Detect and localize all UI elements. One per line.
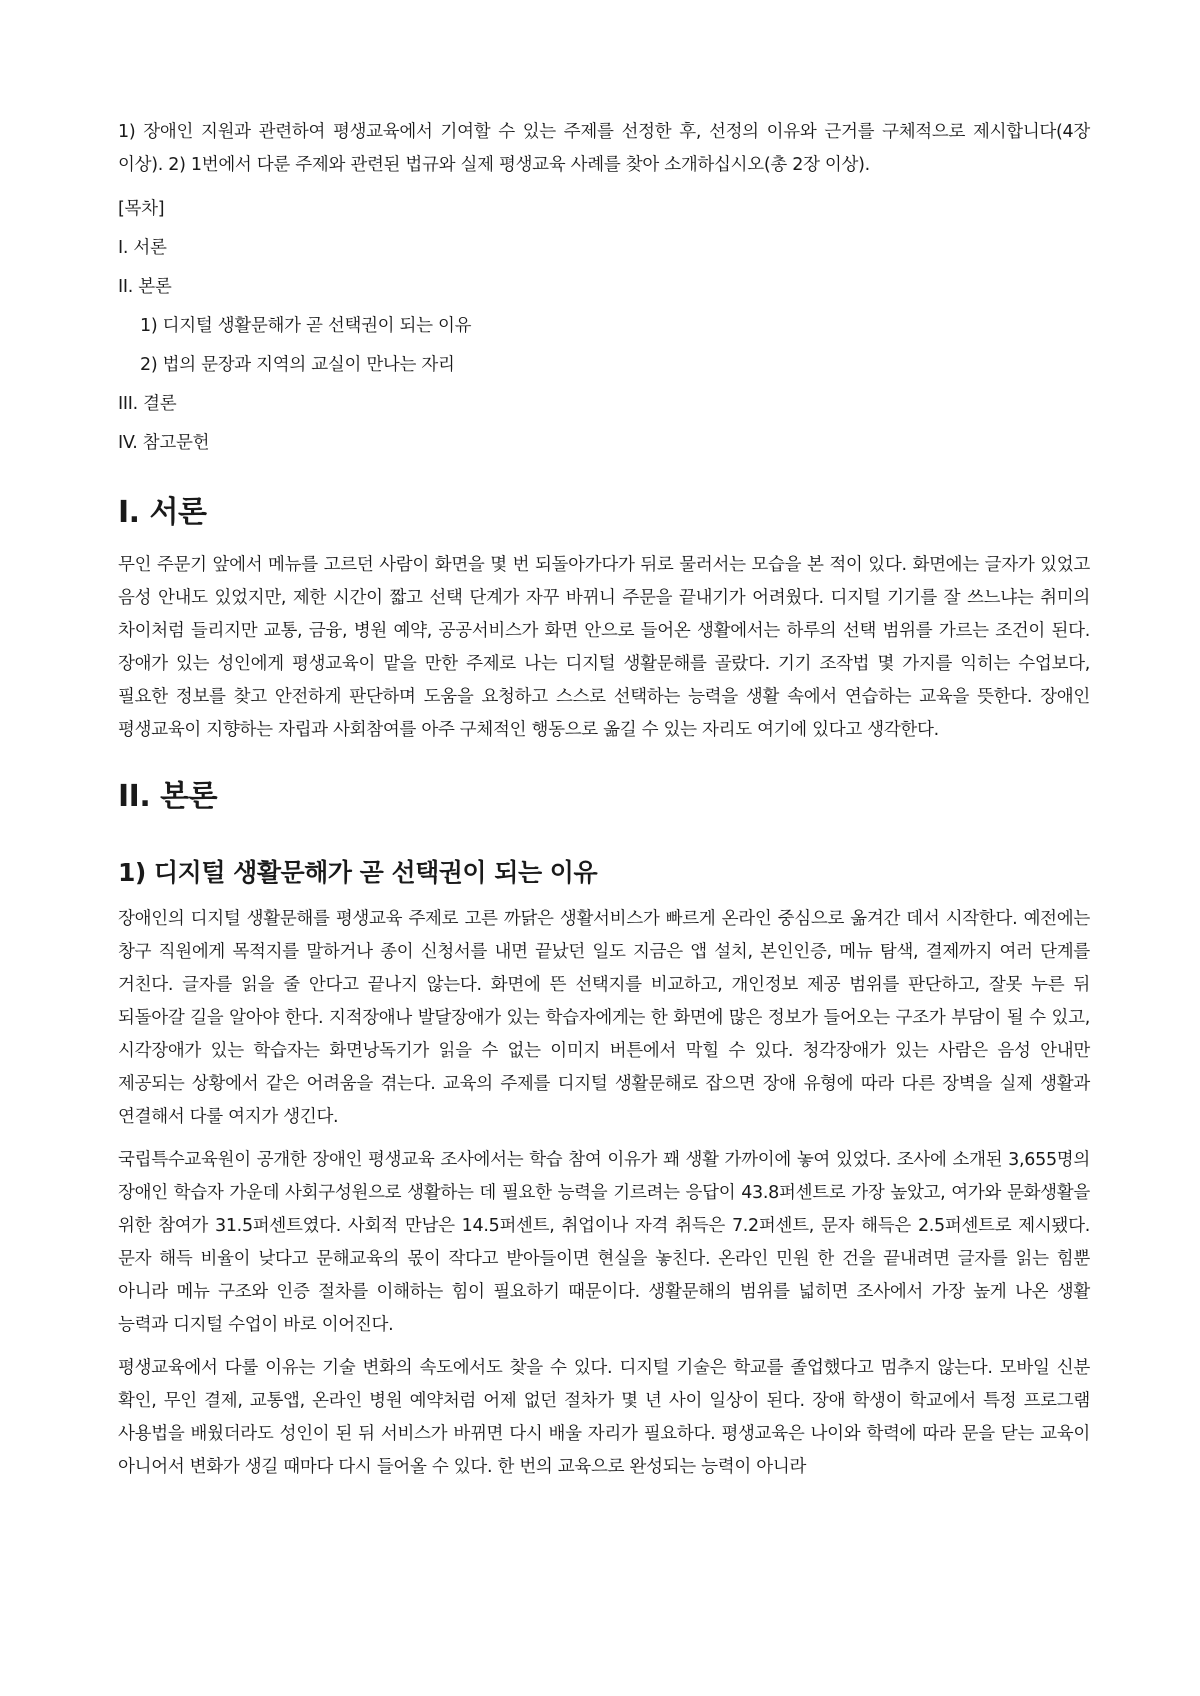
intro-paragraph: 무인 주문기 앞에서 메뉴를 고르던 사람이 화면을 몇 번 되돌아가다가 뒤로 물러서는 모습을 본 적이 있다. 화면에는 글자가 있었고 음성 안내도 있었지만, 제한 시간이 짧고 선택 단계가 자꾸 바뀌니 주문을 끝내기가 어려웠다. 디지털 기기를 잘 쓰느냐는 취미의 차이처럼 들리지만 교통, 금융, 병원 예약, 공공서비스가 화면 안으로 들어온 생활에서는 하루의 선택 범위를 가르는 조건이 된다. 장애가 있는 성인에게 평생교육이 맡을 만한 주제로 나는 디지털 생활문해를 골랐다. 기기 조작법 몇 가지를 익히는 수업보다, 필요한 정보를 찾고 안전하게 판단하며 도움을 요청하고 스스로 선택하는 능력을 생활 속에서 연습하는 교육을 뜻한다. 장애인 평생교육이 지향하는 자립과 사회참여를 아주 구체적인 행동으로 옮길 수 있는 자리도 여기에 있다고 생각한다. <box>118 555 1090 740</box>
intro-heading: I. 서론 <box>118 495 207 530</box>
toc-item-conclusion: III. 결론 <box>118 394 177 414</box>
section-1-paragraph-3: 평생교육에서 다룰 이유는 기술 변화의 속도에서도 찾을 수 있다. 디지털 기술은 학교를 졸업했다고 멈추지 않는다. 모바일 신분 확인, 무인 결제, 교통앱, 온라인 병원 예약처럼 어제 없던 절차가 몇 년 사이 일상이 된다. 장애 학생이 학교에서 특정 프로그램 사용법을 배웠더라도 성인이 된 뒤 서비스가 바뀌면 다시 배울 자리가 필요하다. 평생교육은 나이와 학력에 따라 문을 닫는 교육이 아니어서 변화가 생길 때마다 다시 들어올 수 있다. 한 번의 교육으로 완성되는 능력이 아니라 <box>118 1358 1090 1477</box>
toc-item-main-body: II. 본론 <box>118 277 172 297</box>
section-1-paragraph-2: 국립특수교육원이 공개한 장애인 평생교육 조사에서는 학습 참여 이유가 꽤 생활 가까이에 놓여 있었다. 조사에 소개된 3,655명의 장애인 학습자 가운데 사회구성원으로 생활하는 데 필요한 능력을 기르려는 응답이 43.8퍼센트로 가장 높았고, 여가와 문화생활을 위한 참여가 31.5퍼센트였다. 사회적 만남은 14.5퍼센트, 취업이나 자격 취득은 7.2퍼센트, 문자 해득은 2.5퍼센트로 제시됐다. 문자 해득 비율이 낮다고 문해교육의 몫이 작다고 받아들이면 현실을 놓친다. 온라인 민원 한 건을 끝내려면 글자를 읽는 힘뿐 아니라 메뉴 구조와 인증 절차를 이해하는 힘이 필요하기 때문이다. 생활문해의 범위를 넓히면 조사에서 가장 높게 나온 생활 능력과 디지털 수업이 바로 이어진다. <box>118 1150 1090 1335</box>
section-1-heading: 1) 디지털 생활문해가 곧 선택권이 되는 이유 <box>118 858 598 887</box>
assignment-prompt: 1) 장애인 지원과 관련하여 평생교육에서 기여할 수 있는 주제를 선정한 후, 선정의 이유와 근거를 구체적으로 제시합니다(4장 이상). 2) 1번에서 다룬 주제와 관련된 법규와 실제 평생교육 사례를 찾아 소개하십시오(총 2장 이상). <box>118 122 1090 175</box>
table-of-contents <box>118 190 1090 463</box>
toc-item-references: IV. 참고문헌 <box>118 433 210 453</box>
section-1-paragraph-1: 장애인의 디지털 생활문해를 평생교육 주제로 고른 까닭은 생활서비스가 빠르게 온라인 중심으로 옮겨간 데서 시작한다. 예전에는 창구 직원에게 목적지를 말하거나 종이 신청서를 내면 끝났던 일도 지금은 앱 설치, 본인인증, 메뉴 탐색, 결제까지 여러 단계를 거친다. 글자를 읽을 줄 안다고 끝나지 않는다. 화면에 뜬 선택지를 비교하고, 개인정보 제공 범위를 판단하고, 잘못 누른 뒤 되돌아갈 길을 알아야 한다. 지적장애나 발달장애가 있는 학습자에게는 한 화면에 많은 정보가 들어오는 구조가 부담이 될 수 있고, 시각장애가 있는 학습자는 화면낭독기가 읽을 수 없는 이미지 버튼에서 막힐 수 있다. 청각장애가 있는 사람은 음성 안내만 제공되는 상황에서 같은 어려움을 겪는다. 교육의 주제를 디지털 생활문해로 잡으면 장애 유형에 따라 다른 장벽을 실제 생활과 연결해서 다룰 여지가 생긴다. <box>118 909 1090 1127</box>
toc-heading: [목차] <box>118 199 165 219</box>
toc-item-section-1: 1) 디지털 생활문해가 곧 선택권이 되는 이유 <box>140 316 472 336</box>
toc-item-introduction: I. 서론 <box>118 238 167 258</box>
main-body-heading: II. 본론 <box>118 779 218 814</box>
toc-item-section-2: 2) 법의 문장과 지역의 교실이 만나는 자리 <box>140 355 455 375</box>
